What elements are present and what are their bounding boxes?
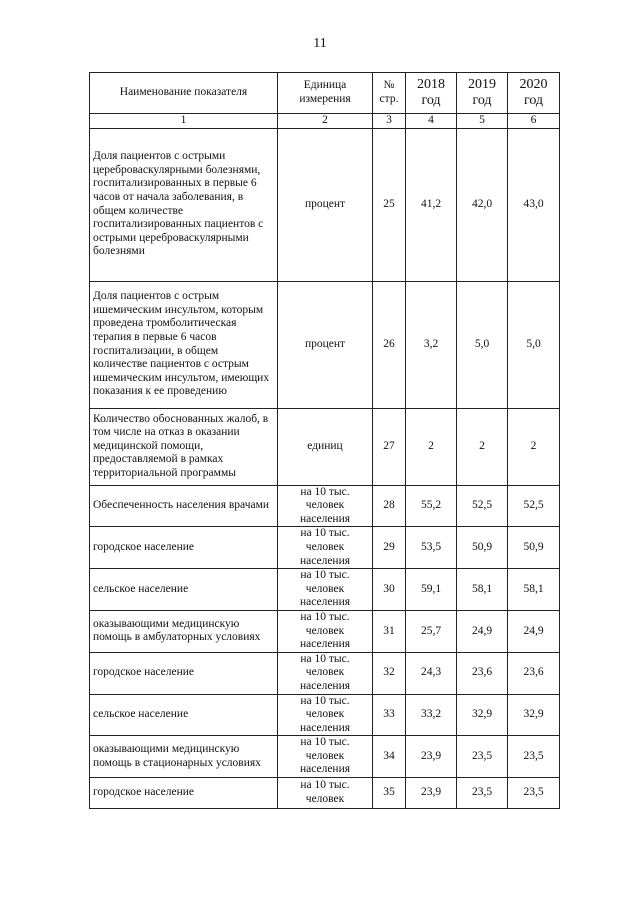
indicator-unit: на 10 тыс. человек bbox=[278, 778, 373, 809]
value-2018: 3,2 bbox=[406, 281, 457, 408]
value-2018: 55,2 bbox=[406, 485, 457, 527]
indicator-name: Количество обоснованных жалоб, в том числе на отказ в оказании медицинской помощи, предоставляемой в рамках территориальной программы bbox=[90, 408, 278, 485]
indicators-table bbox=[89, 72, 560, 809]
table-row bbox=[90, 778, 560, 809]
value-2018: 23,9 bbox=[406, 778, 457, 809]
value-2018: 2 bbox=[406, 408, 457, 485]
table-row bbox=[90, 128, 560, 281]
indicator-unit: единиц bbox=[278, 408, 373, 485]
line-number: 33 bbox=[373, 694, 406, 736]
value-2019: 42,0 bbox=[457, 128, 508, 281]
column-number: 3 bbox=[373, 114, 406, 129]
indicator-unit: на 10 тыс. человек населения bbox=[278, 652, 373, 694]
indicator-name: городское население bbox=[90, 652, 278, 694]
value-2019: 50,9 bbox=[457, 527, 508, 569]
indicator-unit: процент bbox=[278, 281, 373, 408]
value-2019: 2 bbox=[457, 408, 508, 485]
column-number: 4 bbox=[406, 114, 457, 129]
header-year-2019: 2019 год bbox=[457, 73, 508, 114]
value-2020: 2 bbox=[508, 408, 560, 485]
column-number: 1 bbox=[90, 114, 278, 129]
table-row bbox=[90, 694, 560, 736]
indicator-unit: процент bbox=[278, 128, 373, 281]
indicator-name: городское население bbox=[90, 527, 278, 569]
value-2020: 52,5 bbox=[508, 485, 560, 527]
header-year-2020: 2020 год bbox=[508, 73, 560, 114]
indicator-name: оказывающими медицинскую помощь в амбулаторных условиях bbox=[90, 610, 278, 652]
indicator-name: сельское население bbox=[90, 694, 278, 736]
indicator-unit: на 10 тыс. человек населения bbox=[278, 569, 373, 611]
indicator-unit: на 10 тыс. человек населения bbox=[278, 694, 373, 736]
indicator-unit: на 10 тыс. человек населения bbox=[278, 527, 373, 569]
value-2019: 5,0 bbox=[457, 281, 508, 408]
value-2018: 33,2 bbox=[406, 694, 457, 736]
line-number: 27 bbox=[373, 408, 406, 485]
value-2018: 53,5 bbox=[406, 527, 457, 569]
line-number: 30 bbox=[373, 569, 406, 611]
indicator-name: Доля пациентов с острыми цереброваскулярными болезнями, госпитализированных в первые 6 часов от начала заболевания, в общем количестве госпитализированных пациентов с острыми цереброваскулярными болезнями bbox=[90, 128, 278, 281]
column-number: 2 bbox=[278, 114, 373, 129]
column-number-row bbox=[90, 114, 560, 129]
value-2019: 52,5 bbox=[457, 485, 508, 527]
table-row bbox=[90, 408, 560, 485]
value-2019: 32,9 bbox=[457, 694, 508, 736]
value-2019: 58,1 bbox=[457, 569, 508, 611]
table-row bbox=[90, 652, 560, 694]
value-2018: 59,1 bbox=[406, 569, 457, 611]
value-2020: 23,6 bbox=[508, 652, 560, 694]
value-2020: 5,0 bbox=[508, 281, 560, 408]
value-2020: 50,9 bbox=[508, 527, 560, 569]
column-number: 5 bbox=[457, 114, 508, 129]
value-2019: 23,5 bbox=[457, 778, 508, 809]
header-year-2018: 2018 год bbox=[406, 73, 457, 114]
table-row bbox=[90, 736, 560, 778]
table-row bbox=[90, 527, 560, 569]
table-row bbox=[90, 610, 560, 652]
value-2019: 23,6 bbox=[457, 652, 508, 694]
column-number: 6 bbox=[508, 114, 560, 129]
indicator-unit: на 10 тыс. человек населения bbox=[278, 736, 373, 778]
header-name: Наименование показателя bbox=[90, 73, 278, 114]
value-2020: 24,9 bbox=[508, 610, 560, 652]
value-2018: 23,9 bbox=[406, 736, 457, 778]
table-row bbox=[90, 569, 560, 611]
line-number: 26 bbox=[373, 281, 406, 408]
value-2018: 25,7 bbox=[406, 610, 457, 652]
line-number: 25 bbox=[373, 128, 406, 281]
value-2020: 43,0 bbox=[508, 128, 560, 281]
table-row bbox=[90, 281, 560, 408]
indicator-unit: на 10 тыс. человек населения bbox=[278, 485, 373, 527]
header-row bbox=[90, 73, 560, 114]
indicator-name: оказывающими медицинскую помощь в стационарных условиях bbox=[90, 736, 278, 778]
value-2019: 23,5 bbox=[457, 736, 508, 778]
line-number: 34 bbox=[373, 736, 406, 778]
value-2020: 23,5 bbox=[508, 736, 560, 778]
line-number: 32 bbox=[373, 652, 406, 694]
line-number: 28 bbox=[373, 485, 406, 527]
value-2020: 58,1 bbox=[508, 569, 560, 611]
line-number: 35 bbox=[373, 778, 406, 809]
value-2019: 24,9 bbox=[457, 610, 508, 652]
indicator-name: Обеспеченность населения врачами bbox=[90, 485, 278, 527]
page-number: 11 bbox=[313, 36, 327, 51]
value-2020: 32,9 bbox=[508, 694, 560, 736]
line-number: 31 bbox=[373, 610, 406, 652]
line-number: 29 bbox=[373, 527, 406, 569]
indicator-name: сельское население bbox=[90, 569, 278, 611]
indicator-name: городское население bbox=[90, 778, 278, 809]
value-2020: 23,5 bbox=[508, 778, 560, 809]
header-line-number: № стр. bbox=[373, 73, 406, 114]
value-2018: 41,2 bbox=[406, 128, 457, 281]
indicator-name: Доля пациентов с острым ишемическим инсультом, которым проведена тромболитическая терапия в первые 6 часов госпитализации, в общем количестве пациентов с острым ишемическим инсультом, имеющих показания к ее проведению bbox=[90, 281, 278, 408]
table-row bbox=[90, 485, 560, 527]
value-2018: 24,3 bbox=[406, 652, 457, 694]
header-unit: Единица измерения bbox=[278, 73, 373, 114]
indicator-unit: на 10 тыс. человек населения bbox=[278, 610, 373, 652]
